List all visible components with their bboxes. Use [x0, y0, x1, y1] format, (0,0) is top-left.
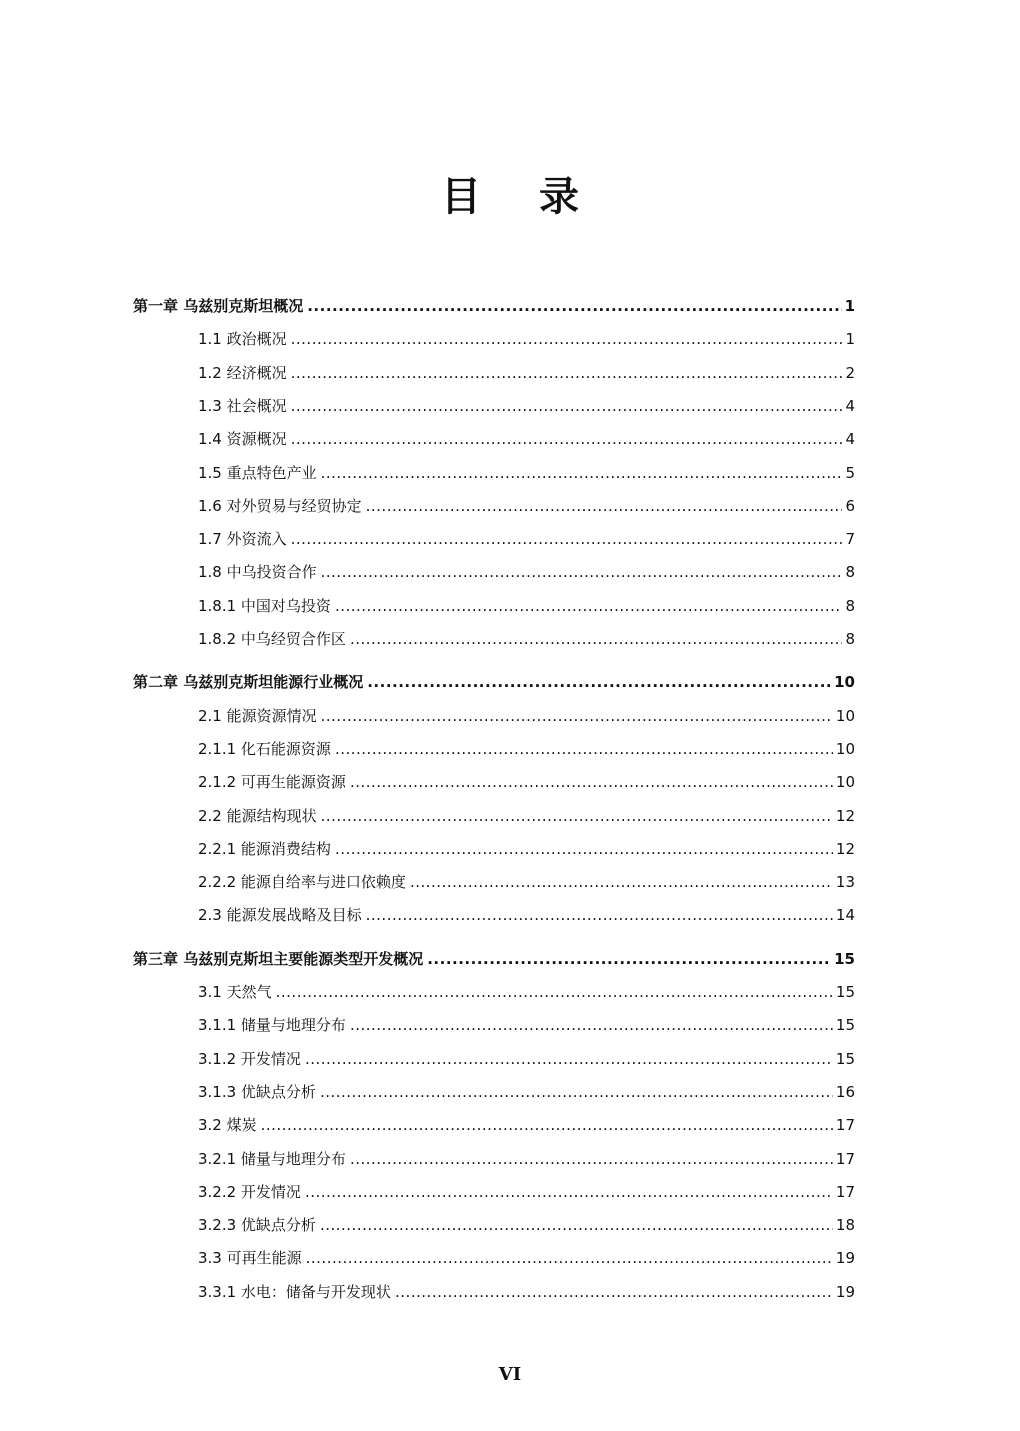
toc-section-entry[interactable] [198, 868, 855, 892]
toc-dot-leader [366, 496, 843, 516]
toc-entry-title: 3.1 天然气 [198, 983, 272, 1001]
toc-section-entry[interactable] [198, 558, 855, 582]
toc-dot-leader [305, 1049, 833, 1069]
toc-section-entry[interactable] [198, 525, 855, 549]
toc-page-number: 8 [845, 596, 855, 615]
toc-dot-leader [427, 949, 831, 969]
toc-dot-leader [321, 706, 833, 726]
toc-page-number: 17 [835, 1149, 855, 1168]
toc-chapter-entry[interactable] [133, 945, 855, 969]
toc-page-number: 15 [835, 1049, 855, 1068]
toc-page-number: 8 [845, 563, 855, 582]
toc-entry-title: 1.3 社会概况 [198, 396, 287, 415]
toc-page-number: 15 [835, 1016, 855, 1035]
toc-page-number: 19 [835, 1282, 855, 1301]
toc-entry-title: 3.2 煤炭 [198, 1116, 257, 1135]
toc-page-number: 5 [845, 463, 855, 482]
toc-dot-leader [261, 1115, 833, 1135]
toc-dot-leader [291, 396, 843, 416]
toc-section-entry[interactable] [198, 802, 855, 826]
toc-chapter-entry[interactable] [133, 668, 855, 692]
toc-page-number: 15 [835, 983, 855, 1001]
toc-dot-leader [321, 562, 843, 582]
toc-entry-title: 3.2.2 开发情况 [198, 1182, 301, 1201]
toc-entry-title: 3.1.3 优缺点分析 [198, 1082, 316, 1101]
toc-entry-title: 2.1 能源资源情况 [198, 706, 317, 725]
toc-page-number: 14 [835, 906, 855, 925]
toc-dot-leader [291, 329, 843, 349]
toc-dot-leader [350, 1149, 833, 1169]
toc-page-number: 8 [845, 630, 855, 648]
toc-entry-title: 3.2.3 优缺点分析 [198, 1216, 316, 1235]
toc-dot-leader [291, 429, 843, 449]
page-title: 目 录 [441, 174, 601, 220]
toc-section-entry[interactable] [198, 359, 855, 383]
toc-page-number: 4 [845, 396, 855, 415]
toc-entry-title: 第三章 乌兹别克斯坦主要能源类型开发概况 [133, 949, 424, 968]
toc-entry-title: 2.3 能源发展战略及目标 [198, 906, 362, 925]
toc-page-number: 10 [834, 673, 855, 692]
toc-page-number: 6 [845, 496, 855, 515]
toc-page-number: 16 [835, 1082, 855, 1101]
toc-dot-leader [306, 1248, 833, 1268]
toc-entry-title: 2.1.2 可再生能源资源 [198, 773, 346, 792]
toc-section-entry[interactable] [198, 1178, 855, 1202]
toc-dot-leader [335, 739, 833, 759]
toc-page-number: 17 [835, 1116, 855, 1135]
toc-dot-leader [305, 1182, 833, 1202]
toc-dot-leader [307, 296, 841, 316]
toc-dot-leader [321, 806, 833, 826]
toc-section-entry[interactable] [198, 425, 855, 449]
toc-dot-leader [335, 596, 843, 616]
toc-entry-title: 3.3 可再生能源 [198, 1249, 302, 1268]
toc-section-entry[interactable] [198, 459, 855, 483]
toc-entry-title: 1.8 中乌投资合作 [198, 563, 317, 582]
toc-dot-leader [291, 363, 843, 383]
toc-entry-title: 3.2.1 储量与地理分布 [198, 1149, 346, 1168]
toc-entry-title: 3.1.2 开发情况 [198, 1049, 301, 1068]
toc-entry-title: 1.7 外资流入 [198, 530, 287, 549]
toc-page-number: 12 [835, 806, 855, 825]
toc-dot-leader [350, 629, 843, 649]
toc-dot-leader [410, 872, 833, 892]
toc-page-number: 12 [835, 839, 855, 858]
toc-page-number: 10 [835, 773, 855, 792]
toc-section-entry[interactable] [198, 901, 855, 925]
toc-section-entry[interactable] [198, 1211, 855, 1235]
toc-page-number: 1 [844, 297, 855, 315]
toc-dot-leader [320, 1082, 833, 1102]
toc-page-number: 1 [845, 330, 855, 349]
toc-section-entry[interactable] [198, 835, 855, 859]
toc-entry-title: 2.1.1 化石能源资源 [198, 739, 331, 758]
toc-dot-leader [320, 1215, 833, 1235]
toc-page-number: 7 [845, 530, 855, 549]
toc-section-entry[interactable] [198, 702, 855, 726]
toc-entry-title: 2.2.2 能源自给率与进口依赖度 [198, 873, 406, 892]
toc-section-entry[interactable] [198, 1045, 855, 1069]
toc-section-entry[interactable] [198, 592, 855, 616]
toc-page-number: 10 [835, 706, 855, 725]
toc-dot-leader [350, 772, 833, 792]
toc-entry-title: 1.8.2 中乌经贸合作区 [198, 630, 346, 648]
toc-dot-leader [276, 982, 833, 1002]
toc-dot-leader [395, 1282, 833, 1302]
toc-entry-title: 1.2 经济概况 [198, 363, 287, 382]
toc-entry-title: 1.5 重点特色产业 [198, 463, 317, 482]
toc-entry-title: 3.1.1 储量与地理分布 [198, 1016, 346, 1035]
toc-section-entry[interactable] [198, 1278, 855, 1302]
toc-section-entry[interactable] [198, 1244, 855, 1268]
toc-section-entry[interactable] [198, 978, 855, 1002]
toc-page-number: 13 [835, 873, 855, 892]
toc-dot-leader [367, 672, 831, 692]
toc-page-number: 4 [845, 430, 855, 449]
toc-page-number: 2 [845, 363, 855, 382]
toc-dot-leader [366, 905, 833, 925]
toc-dot-leader [350, 1015, 833, 1035]
toc-entry-title: 1.8.1 中国对乌投资 [198, 596, 331, 615]
toc-entry-title: 1.6 对外贸易与经贸协定 [198, 496, 362, 515]
toc-entry-title: 2.2.1 能源消费结构 [198, 839, 331, 858]
toc-page-number: 10 [835, 739, 855, 758]
page-number: VI [498, 1364, 522, 1385]
toc-chapter-entry[interactable] [133, 292, 855, 316]
toc-dot-leader [321, 463, 843, 483]
toc-section-entry[interactable] [198, 1111, 855, 1135]
toc-page-number: 18 [835, 1216, 855, 1235]
toc-section-entry[interactable] [198, 768, 855, 792]
toc-entry-title: 第二章 乌兹别克斯坦能源行业概况 [133, 673, 364, 692]
toc-entry-title: 1.4 资源概况 [198, 430, 287, 449]
toc-entry-title: 1.1 政治概况 [198, 330, 287, 349]
toc-section-entry[interactable] [198, 392, 855, 416]
toc-section-entry[interactable] [198, 492, 855, 516]
toc-section-entry[interactable] [198, 735, 855, 759]
toc-page-number: 15 [834, 949, 855, 968]
toc-section-entry[interactable] [198, 325, 855, 349]
toc-dot-leader [335, 839, 833, 859]
toc-page-number: 19 [835, 1249, 855, 1268]
toc-entry-title: 3.3.1 水电：储备与开发现状 [198, 1282, 391, 1301]
toc-section-entry[interactable] [198, 1078, 855, 1102]
toc-dot-leader [291, 529, 843, 549]
toc-section-entry[interactable] [198, 1145, 855, 1169]
toc-entry-title: 第一章 乌兹别克斯坦概况 [133, 297, 304, 315]
toc-page-number: 17 [835, 1182, 855, 1201]
toc-section-entry[interactable] [198, 1011, 855, 1035]
toc-section-entry[interactable] [198, 625, 855, 649]
toc-entry-title: 2.2 能源结构现状 [198, 806, 317, 825]
